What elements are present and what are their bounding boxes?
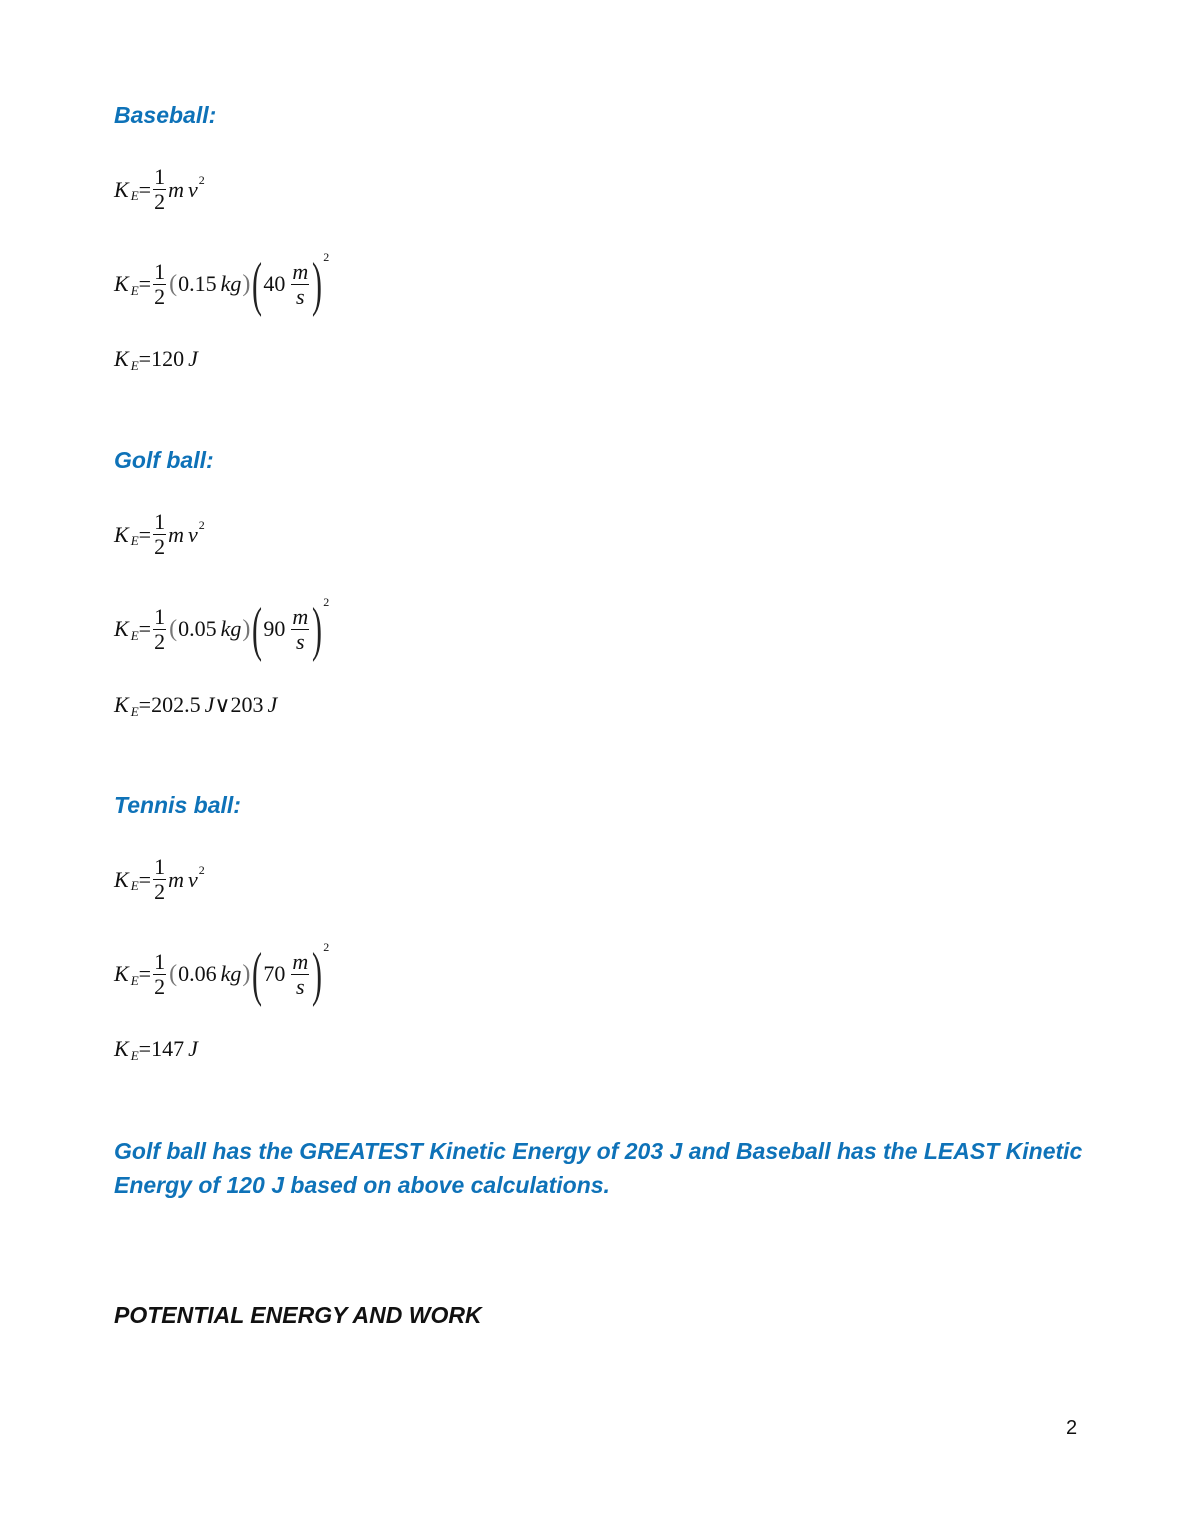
seconds-unit: s [295, 973, 305, 999]
k-symbol: K [114, 616, 129, 641]
e-subscript: E [130, 188, 139, 203]
speed-value: 70 [263, 961, 286, 986]
tennis-ball-heading: Tennis ball: [114, 792, 241, 818]
equals-sign: = [138, 346, 152, 371]
tennis-substitution: K E = $\frac{1}{2}$ ( 0.06 kg ) ( 70 $\frac{m}{s}$ ) 2 [114, 940, 330, 1007]
mass-unit: kg [220, 271, 242, 296]
velocity-symbol: v [187, 176, 198, 202]
energy-unit: J [188, 346, 198, 371]
half-fraction [153, 856, 166, 903]
mass-value: 0.06 [178, 961, 217, 986]
tennis-formula [114, 856, 205, 903]
speed-unit-fraction [291, 258, 309, 309]
baseball-formula [114, 166, 205, 213]
half-fraction [153, 166, 166, 213]
conclusion-text: Golf ball has the GREATEST Kinetic Energy of 203 J and Baseball has the LEAST Kinetic Energy of 120 J based on above calculations. [114, 1138, 1083, 1198]
page-number: 2 [1066, 1417, 1078, 1439]
equals-sign: = [138, 1036, 152, 1061]
square-exponent: 2 [198, 172, 205, 187]
energy-value: 202.5 [151, 692, 201, 717]
golf-substitution: K E = $\frac{1}{2}$ ( 0.05 kg ) ( 90 $\frac{m}{s}$ ) 2 [114, 595, 330, 662]
baseball-heading: Baseball: [114, 102, 217, 128]
e-subscript: E [130, 878, 139, 893]
equals-sign: = [138, 961, 152, 986]
square-exponent: 2 [323, 250, 330, 264]
equals-sign: = [138, 692, 152, 717]
k-symbol: K [114, 692, 129, 717]
half-fraction [153, 948, 166, 999]
equals-sign: = [138, 866, 152, 892]
square-exponent: 2 [323, 595, 330, 609]
e-subscript: E [130, 703, 139, 719]
k-symbol: K [114, 866, 129, 892]
square-exponent: 2 [198, 517, 205, 532]
section-title: POTENTIAL ENERGY AND WORK [114, 1302, 482, 1328]
velocity-symbol: v [187, 866, 198, 892]
half-fraction [153, 511, 166, 558]
seconds-unit: s [295, 628, 305, 654]
fraction-numerator: 1 [154, 509, 166, 534]
mass-unit: kg [220, 961, 242, 986]
half-fraction [153, 258, 166, 309]
k-symbol: K [114, 346, 129, 371]
fraction-denominator: 2 [154, 283, 166, 309]
speed-unit-fraction [291, 603, 309, 654]
equals-sign: = [138, 176, 152, 202]
fraction-denominator: 2 [154, 879, 166, 904]
fraction-denominator: 2 [154, 189, 166, 214]
speed-value: 40 [263, 271, 286, 296]
e-subscript: E [130, 533, 139, 548]
fraction-denominator: 2 [154, 534, 166, 559]
k-symbol: K [114, 521, 129, 547]
mass-symbol: m [168, 176, 184, 202]
fraction-numerator: 1 [154, 258, 166, 284]
k-symbol: K [114, 961, 129, 986]
baseball-substitution: K E = $\frac{1}{2}$ ( 0.15 kg ) ( 40 $\frac{m}{s}$ ) 2 [114, 250, 330, 317]
golf-ball-heading: Golf ball: [114, 447, 214, 473]
energy-value: 120 [151, 346, 185, 371]
square-exponent: 2 [198, 862, 205, 877]
rounded-energy-value: 203 [230, 692, 264, 717]
e-subscript: E [130, 1047, 139, 1063]
fraction-numerator: 1 [154, 854, 166, 879]
mass-symbol: m [168, 866, 184, 892]
e-subscript: E [130, 627, 139, 643]
energy-unit: J [188, 1036, 198, 1061]
e-subscript: E [130, 282, 139, 298]
tennis-result [114, 1036, 198, 1063]
k-symbol: K [114, 176, 129, 202]
mass-value: 0.05 [178, 616, 217, 641]
fraction-numerator: 1 [154, 948, 166, 974]
mass-symbol: m [168, 521, 184, 547]
meters-unit: m [292, 948, 309, 974]
fraction-denominator: 2 [154, 628, 166, 654]
mass-unit: kg [220, 616, 242, 641]
square-exponent: 2 [323, 940, 330, 954]
speed-value: 90 [263, 616, 286, 641]
baseball-result [114, 346, 198, 373]
seconds-unit: s [295, 283, 305, 309]
equals-sign: = [138, 521, 152, 547]
meters-unit: m [292, 603, 309, 629]
mass-value: 0.15 [178, 271, 217, 296]
e-subscript: E [130, 357, 139, 373]
equals-sign: = [138, 616, 152, 641]
k-symbol: K [114, 1036, 129, 1061]
fraction-numerator: 1 [154, 603, 166, 629]
meters-unit: m [292, 258, 309, 284]
golf-formula [114, 511, 205, 558]
energy-unit: J [204, 692, 215, 717]
velocity-symbol: v [187, 521, 198, 547]
golf-result [114, 692, 278, 719]
energy-value: 147 [151, 1036, 185, 1061]
fraction-denominator: 2 [154, 973, 166, 999]
equals-sign: = [138, 271, 152, 296]
or-symbol: ∨ [214, 692, 231, 717]
fraction-numerator: 1 [154, 164, 166, 189]
half-fraction [153, 603, 166, 654]
speed-unit-fraction [291, 948, 309, 999]
rounded-energy-unit: J [267, 692, 278, 717]
k-symbol: K [114, 271, 129, 296]
e-subscript: E [130, 972, 139, 988]
